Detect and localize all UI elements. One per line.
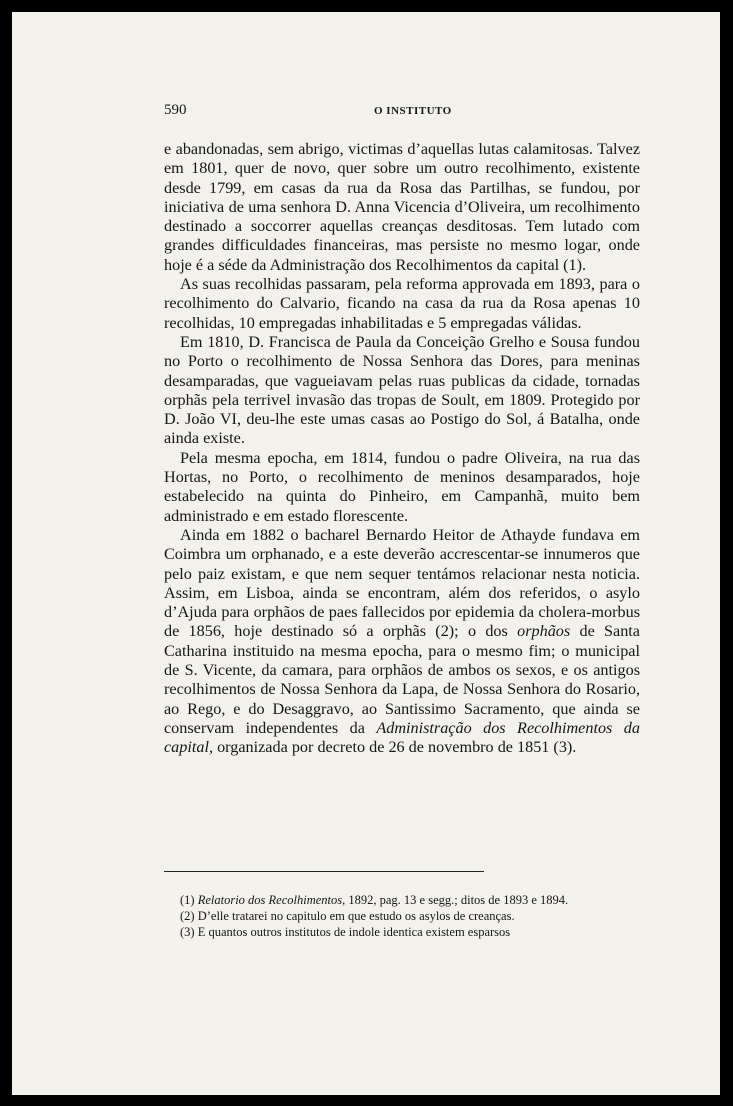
- running-title: O INSTITUTO: [374, 105, 452, 117]
- footnote-title: Relatorio dos Recolhimentos,: [197, 893, 346, 907]
- paragraph: Pela mesma epocha, em 1814, fundou o padre Oliveira, na rua das Hortas, no Porto, o recolhimento de meninos desamparados, hoje estabelecido na quinta do Pinheiro, em Campanhã, muito bem administrado e em estado florescente.: [164, 448, 640, 525]
- page-header: [164, 102, 640, 122]
- paragraph: [164, 526, 640, 758]
- page-number: 590: [164, 102, 187, 118]
- footnote-2: (2) D’elle tratarei no capitulo em que estudo os asylos de creanças.: [180, 909, 515, 923]
- paragraph-text: Ainda em 1882 o bacharel Bernardo Heitor de Athayde fundava em Coimbra um orphanado, e a este deverão accrescentar-se innumeros que pelo paiz existam, e que nem sequer tentámos relacionar nesta noticia. Assim, em Lisboa, ainda se encontram, além dos referidos, o asylo d’Ajuda para orphãos de paes fallecidos por epidemia da cholera-morbus de 1856, hoje destinado só a orphãs (2); o dos: [164, 525, 640, 641]
- footnote-rule: [164, 871, 484, 872]
- paragraph: As suas recolhidas passaram, pela reforma approvada em 1893, para o recolhimento do Calvario, ficando na casa da rua da Rosa apenas 10 recolhidas, 10 empregadas inhabilitadas e 5 empregadas válidas.: [164, 275, 640, 332]
- italic-text: Administração dos Recolhimentos da capital,: [164, 718, 640, 757]
- paragraph-continued: e abandonadas, sem abrigo, victimas d’aquellas lutas calamitosas. Talvez em 1801, quer de novo, quer sobre um outro recolhimento, existente desde 1799, em casas da rua da Rosa das Partilhas, se fundou, por iniciativa de uma senhora D. Anna Vicencia d’Oliveira, um recolhimento destinado a soccorrer aquellas creanças desditosas. Tem lutado com grandes difficuldades financeiras, mas persiste no mesmo logar, onde hoje é a séde da Administração dos Recolhimentos da capital (1).: [164, 140, 640, 274]
- book-page: [12, 12, 720, 1095]
- main-text: [164, 140, 640, 758]
- italic-text: orphãos: [517, 622, 571, 641]
- paragraph: Em 1810, D. Francisca de Paula da Conceição Grelho e Sousa fundou no Porto o recolhimento de Nossa Senhora das Dores, para meninas desamparadas, que vagueiavam pelas ruas publicas da cidade, tornadas orphãs pela terrivel invasão das tropas de Soult, em 1809. Protegido por D. João VI, deu-lhe este umas casas ao Postigo do Sol, á Batalha, onde ainda existe.: [164, 332, 640, 448]
- footnote-1: [164, 892, 640, 908]
- footnote-number: (1): [180, 893, 195, 907]
- footnote-text: 1892, pag. 13 e segg.; ditos de 1893 e 1894.: [345, 893, 569, 907]
- footnotes: [164, 892, 640, 940]
- paragraph-text: organizada por decreto de 26 de novembro de 1851 (3).: [213, 738, 577, 757]
- paragraph-text: de Santa Catharina instituido na mesma epocha, para o mesmo fim; o municipal de S. Vicente, da camara, para orphãos de ambos os sexos, e os antigos recolhimentos de Nossa Senhora da Lapa, de Nossa Senhora do Rosario, ao Rego, e do Desaggravo, ao Santissimo Sacramento, que ainda se conservam independentes da: [164, 622, 640, 737]
- footnote-3: (3) E quantos outros institutos de indole identica existem esparsos: [180, 925, 511, 939]
